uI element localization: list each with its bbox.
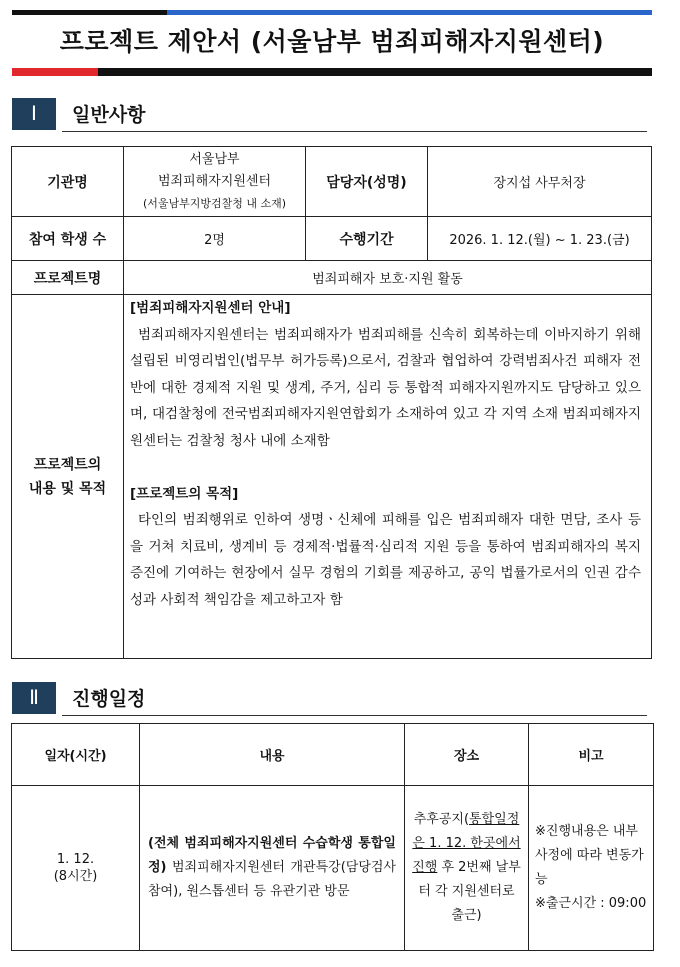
section-schedule-heading bbox=[12, 682, 647, 716]
period-label: 수행기간 bbox=[306, 217, 428, 261]
col-header-note: 비고 bbox=[529, 724, 654, 786]
col-header-date: 일자(시간) bbox=[12, 724, 140, 786]
schedule-note-line2: ※출근시간 : 09:00 bbox=[535, 896, 647, 911]
schedule-place-part1: 추후공지( bbox=[413, 812, 470, 827]
org-name-line1: 서울남부 bbox=[189, 151, 240, 167]
title-top-bar bbox=[12, 10, 652, 15]
schedule-content-text: 범죄피해자지원센터 개관특강(담당검사 참여), 원스톱센터 등 유관기관 방문 bbox=[148, 860, 396, 899]
schedule-place-underlined: 통합일정은 1. 12. 한곳에서 진행 bbox=[412, 812, 521, 875]
section-rule bbox=[62, 715, 647, 716]
period-value: 2026. 1. 12.(월) ~ 1. 23.(금) bbox=[428, 217, 652, 261]
bottom-bar-black bbox=[98, 68, 652, 76]
col-header-content: 내용 bbox=[140, 724, 405, 786]
org-name-note: (서울남부지방검찰청 내 소재) bbox=[142, 196, 287, 210]
bottom-bar-red bbox=[12, 68, 98, 76]
section-title: 진행일정 bbox=[72, 688, 146, 710]
schedule-content-cell bbox=[140, 786, 405, 951]
students-value: 2명 bbox=[124, 217, 306, 261]
content-label-line2: 내용 및 목적 bbox=[28, 480, 107, 497]
table-row bbox=[12, 295, 652, 659]
project-name-label: 프로젝트명 bbox=[12, 261, 124, 295]
purpose-text: 타인의 범죄행위로 인하여 생명ㆍ신체에 피해를 입은 범죄피해자 대한 면담, 조사 등을 거쳐 치료비, 생계비 등 경제적·법률적·심리적 지원 등을 통하여 범죄피해자의 복지 증진에 기여하는 현장에서 실무 경험의 기회를 제공하고, 공익 법률가로서의 인권 감수성과 사회적 책임감을 제고하고자 함 bbox=[130, 512, 641, 608]
col-header-place: 장소 bbox=[405, 724, 529, 786]
table-row bbox=[12, 147, 652, 217]
center-intro-text: 범죄피해자지원센터는 범죄피해자가 범죄피해를 신속히 회복하는데 이바지하기 위해 설립된 비영리법인(법무부 허가등록)으로서, 검찰과 협업하여 강력범죄사건 피해자 전반에 대한 경제적 지원 및 생계, 주거, 심리 등 통합적 피해자지원까지도 담당하고 있으며, 대검찰청에 전국범죄피해자지원연합회가 소재하여 있고 각 지역 소재 범죄피해자지원센터는 검찰청 청사 내에 소재함 bbox=[130, 326, 641, 449]
section-number-badge: Ⅱ bbox=[12, 682, 56, 714]
paragraph-gap bbox=[130, 455, 641, 481]
table-row bbox=[12, 261, 652, 295]
org-name-line2: 범죄피해자지원센터 bbox=[157, 173, 272, 189]
org-name-cell bbox=[124, 147, 306, 217]
manager-label: 담당자(성명) bbox=[306, 147, 428, 217]
title-bottom-bar bbox=[12, 68, 652, 76]
section-general-heading bbox=[12, 98, 647, 132]
schedule-content-bold: (전체 범죄피해자지원센터 수습학생 통합일정) bbox=[148, 836, 396, 875]
content-label-line1: 프로젝트의 bbox=[33, 456, 102, 473]
content-label-cell bbox=[12, 295, 124, 659]
document-title: 프로젝트 제안서 (서울남부 범죄피해자지원센터) bbox=[59, 27, 605, 56]
project-name-value: 범죄피해자 보호·지원 활동 bbox=[124, 261, 652, 295]
schedule-place-part2: 후 2번째 날부터 각 지원센터로 출근) bbox=[418, 860, 521, 923]
table-row bbox=[12, 786, 654, 951]
table-header-row bbox=[12, 724, 654, 786]
schedule-note-line1: ※진행내용은 내부사정에 따라 변동가능 bbox=[535, 824, 644, 887]
top-bar-blue bbox=[167, 10, 652, 15]
section-number-badge: Ⅰ bbox=[12, 98, 56, 130]
top-bar-black bbox=[12, 10, 167, 15]
purpose-title: [프로젝트의 목적] bbox=[130, 485, 239, 502]
org-label: 기관명 bbox=[12, 147, 124, 217]
center-intro-title: [범죄피해자지원센터 안내] bbox=[130, 300, 291, 316]
schedule-date: 1. 12. bbox=[56, 852, 95, 867]
section-title: 일반사항 bbox=[72, 104, 146, 126]
students-label: 참여 학생 수 bbox=[12, 217, 124, 261]
schedule-table bbox=[11, 723, 654, 951]
schedule-hours: (8시간) bbox=[53, 869, 98, 884]
table-row bbox=[12, 217, 652, 261]
schedule-place-cell bbox=[405, 786, 529, 951]
schedule-date-cell bbox=[12, 786, 140, 951]
schedule-note-cell bbox=[529, 786, 654, 951]
project-content-cell bbox=[124, 295, 652, 659]
manager-value: 장지섭 사무처장 bbox=[428, 147, 652, 217]
section-rule bbox=[62, 131, 647, 132]
general-info-table bbox=[11, 146, 652, 659]
